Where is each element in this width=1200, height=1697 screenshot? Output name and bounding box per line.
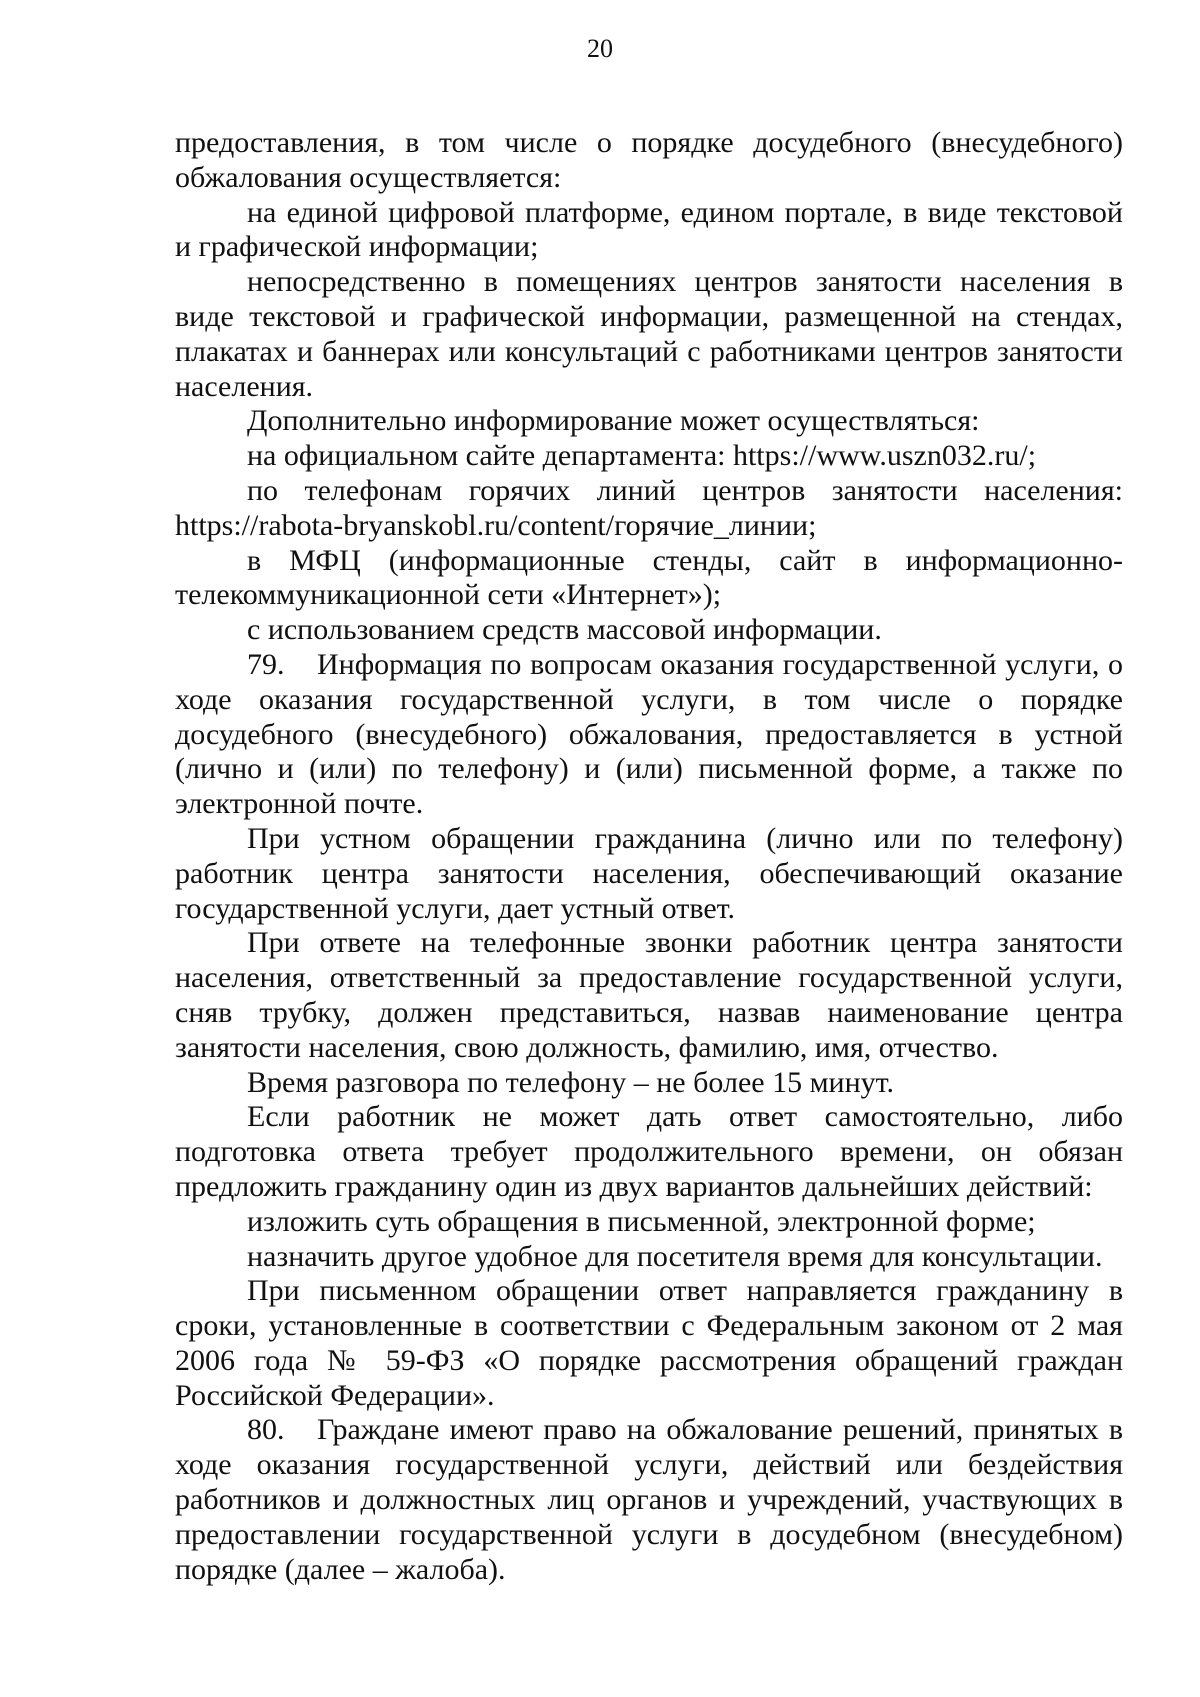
- paragraph-item-80: [175, 1413, 1123, 1587]
- paragraph-premises: непосредственно в помещениях центров занятости населения в виде текстовой и графической информации, размещенной на стендах, плакатах и баннерах или консультаций с работниками центров занятости населения.: [175, 265, 1123, 403]
- paragraph-another-time: назначить другое удобное для посетителя время для консультации.: [247, 1239, 1103, 1273]
- item-80-text: Граждане имеют право на обжалование решений, принятых в ходе оказания государственной услуги, действий или бездействия работников и должностных лиц органов и учреждений, участвующих в предоставлении государственной услуги в досудебном (внесудебном) порядке (далее – жалоба).: [175, 1413, 1123, 1586]
- paragraph-call-duration: Время разговора по телефону – не более 15 минут.: [247, 1065, 895, 1099]
- paragraph-mfc: в МФЦ (информационные стенды, сайт в информационно-телекоммуникационной сети «Интернет»);: [175, 543, 1123, 612]
- paragraph-written-form: изложить суть обращения в письменной, электронной форме;: [247, 1204, 1036, 1238]
- paragraph-written-request: При письменном обращении ответ направляется гражданину в сроки, установленные в соответствии с Федеральным законом от 2 мая 2006 года № 59-ФЗ «О порядке рассмотрения обращений граждан Российской Федерации».: [175, 1274, 1123, 1412]
- document-body: [175, 126, 1123, 1587]
- paragraph-phone-calls: При ответе на телефонные звонки работник центра занятости населения, ответственный за предоставление государственной услуги, сняв трубку, должен представиться, назвав наименование центра занятости населения, свою должность, фамилию, имя, отчество.: [175, 926, 1123, 1064]
- item-number-79: 79.: [247, 647, 285, 681]
- paragraph-hotlines: по телефонам горячих линий центров занятости населения: https://rabota-bryanskobl.ru/content/горячие_линии;: [175, 473, 1123, 542]
- paragraph-official-site: на официальном сайте департамента: https://www.uszn032.ru/;: [247, 439, 1037, 473]
- item-79-text: Информация по вопросам оказания государственной услуги, о ходе оказания государственной услуги, в том числе о порядке досудебного (внесудебного) обжалования, предоставляется в устной (лично и (или) по телефону) и (или) письменной форме, а также по электронной почте.: [175, 647, 1123, 821]
- paragraph-item-79: [175, 648, 1123, 822]
- paragraph-additional-info: Дополнительно информирование может осуществляться:: [247, 404, 980, 438]
- paragraph-mass-media: с использованием средств массовой информации.: [247, 613, 882, 647]
- paragraph-continued: предоставления, в том числе о порядке досудебного (внесудебного) обжалования осуществляется:: [175, 126, 1123, 194]
- paragraph-oral-request: При устном обращении гражданина (лично или по телефону) работник центра занятости населения, обеспечивающий оказание государственной услуги, дает устный ответ.: [175, 821, 1123, 925]
- page-number: 20: [587, 34, 613, 63]
- paragraph-cannot-answer: Если работник не может дать ответ самостоятельно, либо подготовка ответа требует продолжительного времени, он обязан предложить гражданину один из двух вариантов дальнейших действий:: [175, 1100, 1123, 1203]
- paragraph-digital-platform: на единой цифровой платформе, едином портале, в виде текстовой и графической информации;: [175, 195, 1123, 264]
- item-number-80: 80.: [247, 1413, 285, 1447]
